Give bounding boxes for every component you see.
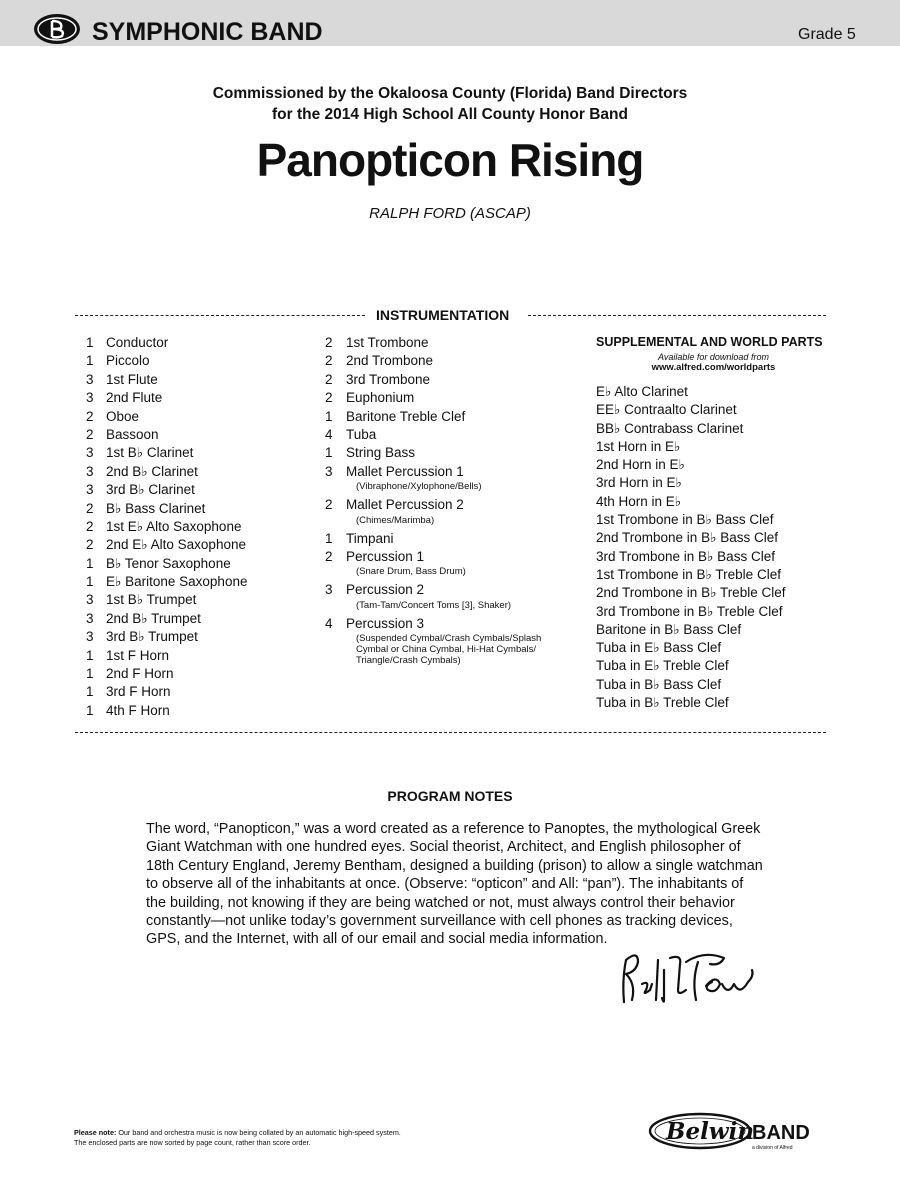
instrument-quantity: 3 (86, 445, 94, 461)
instrument-name: Piccolo (106, 353, 150, 369)
supplemental-item: Tuba in E♭ Bass Clef (596, 640, 722, 656)
instrument-name: 3rd Trombone (346, 371, 431, 387)
supplemental-item: 3rd Trombone in B♭ Bass Clef (596, 548, 775, 564)
instrument-row (325, 581, 585, 599)
instrument-row (86, 389, 306, 407)
instrument-row (86, 555, 306, 573)
instrument-detail (325, 633, 585, 644)
instrument-name: 4th F Horn (106, 702, 170, 718)
supplemental-list (596, 383, 831, 712)
instrument-name: 2nd Trombone (346, 353, 434, 369)
instrument-quantity: 3 (325, 582, 333, 598)
instrument-detail-text: (Chimes/Marimba) (356, 514, 435, 526)
program-notes-line: 18th Century England, Jeremy Bentham, designed a building (prison) to allow a single watchman (146, 857, 763, 874)
supplemental-item: E♭ Alto Clarinet (596, 384, 688, 399)
publisher-band-label: BAND (752, 1122, 810, 1144)
instrument-quantity: 1 (86, 647, 94, 663)
instrument-row (86, 536, 306, 554)
instrument-quantity: 3 (86, 371, 94, 387)
instrument-quantity: 1 (86, 335, 94, 350)
instrument-quantity: 3 (325, 463, 333, 479)
instrument-row (325, 426, 585, 444)
program-notes-heading: PROGRAM NOTES (387, 788, 513, 804)
instrumentation-heading: INSTRUMENTATION (376, 307, 510, 323)
divider (75, 315, 365, 316)
instrument-quantity: 2 (86, 518, 94, 534)
instrument-row (86, 371, 306, 389)
instrument-name: 3rd B♭ Clarinet (106, 482, 195, 498)
instrument-name: Mallet Percussion 2 (346, 497, 464, 513)
supplemental-url[interactable]: www.alfred.com/worldparts (651, 362, 776, 373)
instrument-quantity: 1 (325, 408, 333, 424)
instrument-quantity: 3 (86, 629, 94, 645)
program-notes-line: the building, not knowing if they are being watched or not, must always control their behavior (146, 894, 735, 911)
instrument-name: Percussion 2 (346, 582, 425, 598)
supplemental-availability: Available for download from (658, 352, 769, 362)
instrument-row (86, 647, 306, 665)
instrument-row (325, 444, 585, 462)
instrument-detail (325, 481, 585, 492)
instrument-quantity: 2 (325, 335, 333, 350)
instrument-name: Mallet Percussion 1 (346, 463, 464, 479)
instrument-row (86, 591, 306, 609)
instrument-detail (325, 600, 585, 611)
instrument-row (86, 683, 306, 701)
publisher-script-name: Belwin (666, 1118, 755, 1145)
instrument-name: 1st B♭ Clarinet (106, 445, 194, 461)
footer-note-line-2: The enclosed parts are now sorted by page count, rather than score order. (74, 1138, 311, 1147)
composer-signature (612, 940, 762, 1010)
supplemental-item: Tuba in E♭ Treble Clef (596, 658, 729, 674)
program-notes-line: to observe all of the inhabitants at once. (Observe: “opticon” and All: “pan”). The inhabitants of (146, 876, 744, 893)
supplemental-item: 1st Trombone in B♭ Treble Clef (596, 566, 781, 582)
supplemental-item: Baritone in B♭ Bass Clef (596, 621, 742, 637)
instrument-quantity: 2 (325, 548, 333, 564)
instrument-name: 1st Flute (106, 371, 158, 387)
instrument-detail (325, 515, 585, 526)
publisher-subtitle: a division of Alfred (752, 1145, 793, 1151)
instrument-column-1 (86, 334, 306, 720)
instrument-row (325, 334, 585, 352)
instrument-detail-text: (Vibraphone/Xylophone/Bells) (356, 481, 482, 493)
instrument-quantity: 2 (325, 390, 333, 406)
instrument-name: 3rd B♭ Trumpet (106, 629, 198, 645)
series-name: SYMPHONIC BAND (92, 18, 323, 46)
instrument-row (325, 389, 585, 407)
instrument-row (86, 610, 306, 628)
instrument-detail-text: (Tam-Tam/Concert Toms [3], Shaker) (356, 599, 512, 611)
instrument-detail (325, 644, 585, 655)
instrument-quantity: 2 (86, 408, 94, 424)
instrument-quantity: 2 (86, 537, 94, 553)
commission-line-1: Commissioned by the Okaloosa County (Florida) Band Directors (212, 85, 688, 102)
instrument-name: Oboe (106, 408, 140, 424)
supplemental-item: 2nd Horn in E♭ (596, 457, 685, 473)
supplemental-item: BB♭ Contrabass Clarinet (596, 420, 744, 436)
instrument-quantity: 3 (86, 463, 94, 479)
instrument-name: String Bass (346, 445, 416, 461)
instrument-detail-text: (Snare Drum, Bass Drum) (356, 566, 466, 578)
supplemental-item: 3rd Trombone in B♭ Treble Clef (596, 603, 783, 619)
instrument-quantity: 1 (86, 684, 94, 700)
instrument-quantity: 1 (325, 445, 333, 461)
instrument-name: 2nd B♭ Trumpet (106, 610, 201, 626)
instrument-row (86, 518, 306, 536)
instrument-quantity: 3 (86, 592, 94, 608)
supplemental-item: Tuba in B♭ Treble Clef (596, 695, 729, 711)
footer-note-label: Please note: (74, 1128, 117, 1137)
instrument-quantity: 2 (325, 497, 333, 513)
supplemental-item: 3rd Horn in E♭ (596, 475, 682, 491)
instrument-quantity: 3 (86, 390, 94, 406)
piece-title: Panopticon Rising (256, 134, 644, 186)
instrument-name: 2nd F Horn (106, 666, 174, 682)
series-logo-icon (32, 12, 82, 46)
instrument-row (86, 665, 306, 683)
instrument-quantity: 4 (325, 426, 333, 442)
instrument-quantity: 1 (86, 353, 94, 369)
instrument-row (325, 352, 585, 370)
program-notes-line: constantly—not unlike today’s government surveillance with cell phones as tracking devices, (146, 913, 733, 930)
instrument-name: 1st E♭ Alto Saxophone (106, 518, 242, 534)
supplemental-item: 2nd Trombone in B♭ Bass Clef (596, 530, 778, 546)
instrument-name: 2nd E♭ Alto Saxophone (106, 537, 246, 553)
instrument-row (86, 426, 306, 444)
supplemental-heading: SUPPLEMENTAL AND WORLD PARTS (596, 335, 823, 349)
composer: RALPH FORD (ASCAP) (369, 205, 531, 222)
instrument-quantity: 1 (325, 530, 333, 546)
instrument-name: 2nd B♭ Clarinet (106, 463, 198, 479)
instrument-quantity: 4 (325, 615, 333, 631)
instrument-name: Bassoon (106, 426, 159, 442)
instrument-name: E♭ Baritone Saxophone (106, 574, 248, 590)
supplemental-item: 4th Horn in E♭ (596, 493, 682, 509)
instrument-row (325, 548, 585, 566)
instrument-name: 2nd Flute (106, 390, 163, 406)
instrument-quantity: 3 (86, 482, 94, 498)
instrument-row (86, 334, 306, 352)
supplemental-item: 1st Horn in E♭ (596, 438, 681, 454)
instrument-quantity: 2 (325, 353, 333, 369)
instrument-quantity: 1 (86, 574, 94, 590)
instrument-name: B♭ Bass Clarinet (106, 500, 206, 516)
instrument-quantity: 1 (86, 702, 94, 718)
instrument-name: B♭ Tenor Saxophone (106, 555, 231, 571)
instrument-row (325, 408, 585, 426)
instrument-name: 1st F Horn (106, 647, 170, 663)
instrument-row (86, 463, 306, 481)
grade-label: Grade 5 (798, 26, 856, 43)
instrument-row (86, 444, 306, 462)
instrument-quantity: 2 (86, 426, 94, 442)
program-notes-line: Giant Watchman with one hundred eyes. Social theorist, Architect, and English philosopher of (146, 839, 741, 856)
instrument-name: Conductor (106, 335, 169, 350)
instrument-row (86, 408, 306, 426)
instrument-name: Baritone Treble Clef (346, 408, 466, 424)
program-notes-text (146, 820, 766, 949)
instrument-quantity: 2 (86, 500, 94, 516)
instrument-name: Tuba (346, 426, 377, 442)
instrument-detail (325, 566, 585, 577)
instrument-name: Percussion 1 (346, 548, 425, 564)
instrument-quantity: 3 (86, 610, 94, 626)
instrument-name: 3rd F Horn (106, 684, 171, 700)
instrument-name: Percussion 3 (346, 615, 425, 631)
instrument-name: Timpani (346, 530, 394, 546)
instrument-row (325, 530, 585, 548)
instrument-quantity: 2 (325, 371, 333, 387)
instrument-detail-text: Cymbal or China Cymbal, Hi-Hat Cymbals/ (356, 644, 537, 656)
supplemental-item: EE♭ Contraalto Clarinet (596, 402, 737, 418)
instrument-detail-text: Triangle/Crash Cymbals) (356, 655, 461, 667)
instrument-row (86, 481, 306, 499)
instrument-row (86, 352, 306, 370)
supplemental-item: Tuba in B♭ Bass Clef (596, 676, 722, 692)
supplemental-parts (596, 335, 831, 712)
instrument-row (325, 463, 585, 481)
instrument-row (325, 615, 585, 633)
instrument-column-2 (325, 334, 585, 670)
supplemental-item: 2nd Trombone in B♭ Treble Clef (596, 585, 786, 601)
instrument-name: 1st B♭ Trumpet (106, 592, 197, 608)
instrument-detail-text: (Suspended Cymbal/Crash Cymbals/Splash (356, 633, 542, 645)
commission-line-2: for the 2014 High School All County Honor Band (272, 106, 628, 123)
instrument-name: Euphonium (346, 390, 415, 406)
instrument-row (86, 500, 306, 518)
instrument-name: 1st Trombone (346, 335, 429, 350)
instrument-row (325, 496, 585, 514)
divider (528, 315, 826, 316)
instrument-detail (325, 655, 585, 666)
instrument-row (86, 628, 306, 646)
instrument-quantity: 1 (86, 666, 94, 682)
supplemental-item: 1st Trombone in B♭ Bass Clef (596, 512, 774, 528)
footer-note-line-1: Our band and orchestra music is now being collated by an automatic high-speed system. (116, 1128, 401, 1137)
instrument-row (86, 702, 306, 720)
divider (75, 732, 826, 733)
instrument-row (325, 371, 585, 389)
program-notes-line: The word, “Panopticon,” was a word created as a reference to Panoptes, the mythological Greek (146, 821, 761, 837)
footer-note (74, 1128, 401, 1148)
instrument-quantity: 1 (86, 555, 94, 571)
instrument-row (86, 573, 306, 591)
program-notes-line: GPS, and the Internet, with all of our email and social media information. (146, 931, 608, 948)
